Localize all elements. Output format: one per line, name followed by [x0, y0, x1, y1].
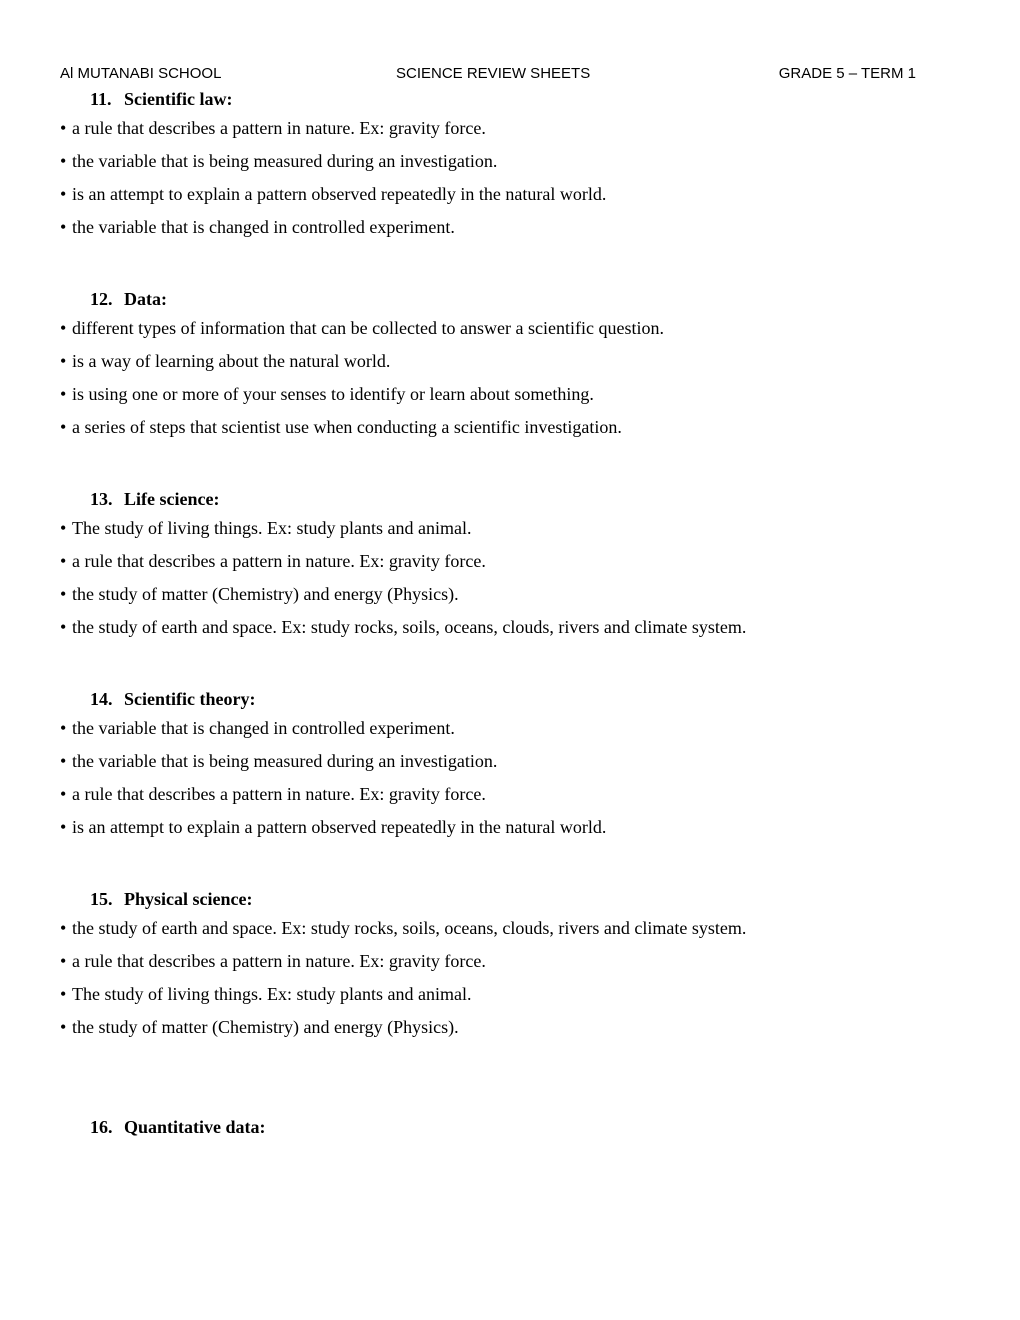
option-text: the study of matter (Chemistry) and energy (Physics). [72, 1017, 459, 1037]
question-title [60, 286, 960, 312]
question-title [60, 486, 960, 512]
option-text: is an attempt to explain a pattern observed repeatedly in the natural world. [72, 817, 607, 837]
question-list [60, 86, 960, 1140]
page-header [60, 65, 916, 85]
option-text: a rule that describes a pattern in nature. Ex: gravity force. [72, 551, 486, 571]
bullet: • [60, 951, 67, 971]
bullet: • [60, 518, 67, 538]
answer-option[interactable] [60, 345, 960, 378]
question-term: Data: [124, 289, 167, 309]
bullet: • [60, 718, 67, 738]
question-13 [60, 486, 960, 644]
document-title: SCIENCE REVIEW SHEETS [396, 65, 591, 82]
bullet: • [60, 918, 67, 938]
question-term: Scientific theory: [124, 689, 256, 709]
answer-option[interactable] [60, 778, 960, 811]
bullet: • [60, 617, 67, 637]
bullet: • [60, 817, 67, 837]
answer-option[interactable] [60, 312, 960, 345]
question-number: 16. [90, 1117, 113, 1137]
bullet: • [60, 551, 67, 571]
option-text: The study of living things. Ex: study plants and animal. [72, 984, 472, 1004]
question-title [60, 886, 960, 912]
spacer [60, 644, 960, 686]
option-text: the variable that is being measured during an investigation. [72, 751, 498, 771]
answer-option[interactable] [60, 978, 960, 1011]
answer-option[interactable] [60, 945, 960, 978]
question-number: 13. [90, 489, 113, 509]
answer-option[interactable] [60, 578, 960, 611]
answer-option[interactable] [60, 811, 960, 844]
answer-option[interactable] [60, 411, 960, 444]
option-text: a series of steps that scientist use when conducting a scientific investigation. [72, 417, 622, 437]
school-name: Al MUTANABI SCHOOL [60, 65, 222, 82]
answer-option[interactable] [60, 145, 960, 178]
answer-option[interactable] [60, 1011, 960, 1044]
option-text: the variable that is changed in controlled experiment. [72, 217, 455, 237]
spacer [60, 1044, 960, 1114]
question-term: Scientific law: [124, 89, 233, 109]
question-12 [60, 286, 960, 444]
answer-option[interactable] [60, 211, 960, 244]
option-text: The study of living things. Ex: study plants and animal. [72, 518, 472, 538]
question-term: Life science: [124, 489, 220, 509]
bullet: • [60, 351, 67, 371]
option-text: a rule that describes a pattern in nature. Ex: gravity force. [72, 784, 486, 804]
grade-term: GRADE 5 – TERM 1 [778, 65, 916, 82]
option-text: the variable that is changed in controlled experiment. [72, 718, 455, 738]
question-title [60, 686, 960, 712]
bullet: • [60, 384, 67, 404]
question-15 [60, 886, 960, 1044]
answer-option[interactable] [60, 712, 960, 745]
question-number: 12. [90, 289, 113, 309]
bullet: • [60, 184, 67, 204]
question-term: Quantitative data: [124, 1117, 266, 1137]
answer-option[interactable] [60, 745, 960, 778]
answer-option[interactable] [60, 545, 960, 578]
option-text: the study of earth and space. Ex: study rocks, soils, oceans, clouds, rivers and climate system. [72, 918, 747, 938]
question-number: 15. [90, 889, 113, 909]
spacer [60, 444, 960, 486]
spacer [60, 244, 960, 286]
question-title [60, 1114, 960, 1140]
question-11 [60, 86, 960, 244]
bullet: • [60, 217, 67, 237]
option-text: is a way of learning about the natural world. [72, 351, 391, 371]
spacer [60, 844, 960, 886]
answer-option[interactable] [60, 912, 960, 945]
question-14 [60, 686, 960, 844]
option-text: the variable that is being measured during an investigation. [72, 151, 498, 171]
option-text: different types of information that can be collected to answer a scientific question. [72, 318, 664, 338]
bullet: • [60, 318, 67, 338]
option-text: a rule that describes a pattern in nature. Ex: gravity force. [72, 118, 486, 138]
question-16 [60, 1114, 960, 1140]
question-title [60, 86, 960, 112]
question-term: Physical science: [124, 889, 253, 909]
answer-option[interactable] [60, 112, 960, 145]
answer-option[interactable] [60, 512, 960, 545]
option-text: a rule that describes a pattern in nature. Ex: gravity force. [72, 951, 486, 971]
question-number: 14. [90, 689, 113, 709]
answer-option[interactable] [60, 378, 960, 411]
option-text: is an attempt to explain a pattern observed repeatedly in the natural world. [72, 184, 607, 204]
option-text: is using one or more of your senses to identify or learn about something. [72, 384, 594, 404]
option-text: the study of earth and space. Ex: study rocks, soils, oceans, clouds, rivers and climate system. [72, 617, 747, 637]
bullet: • [60, 118, 67, 138]
bullet: • [60, 1017, 67, 1037]
question-number: 11. [90, 89, 112, 109]
answer-option[interactable] [60, 178, 960, 211]
answer-option[interactable] [60, 611, 960, 644]
bullet: • [60, 784, 67, 804]
bullet: • [60, 984, 67, 1004]
bullet: • [60, 751, 67, 771]
bullet: • [60, 151, 67, 171]
option-text: the study of matter (Chemistry) and energy (Physics). [72, 584, 459, 604]
bullet: • [60, 584, 67, 604]
bullet: • [60, 417, 67, 437]
